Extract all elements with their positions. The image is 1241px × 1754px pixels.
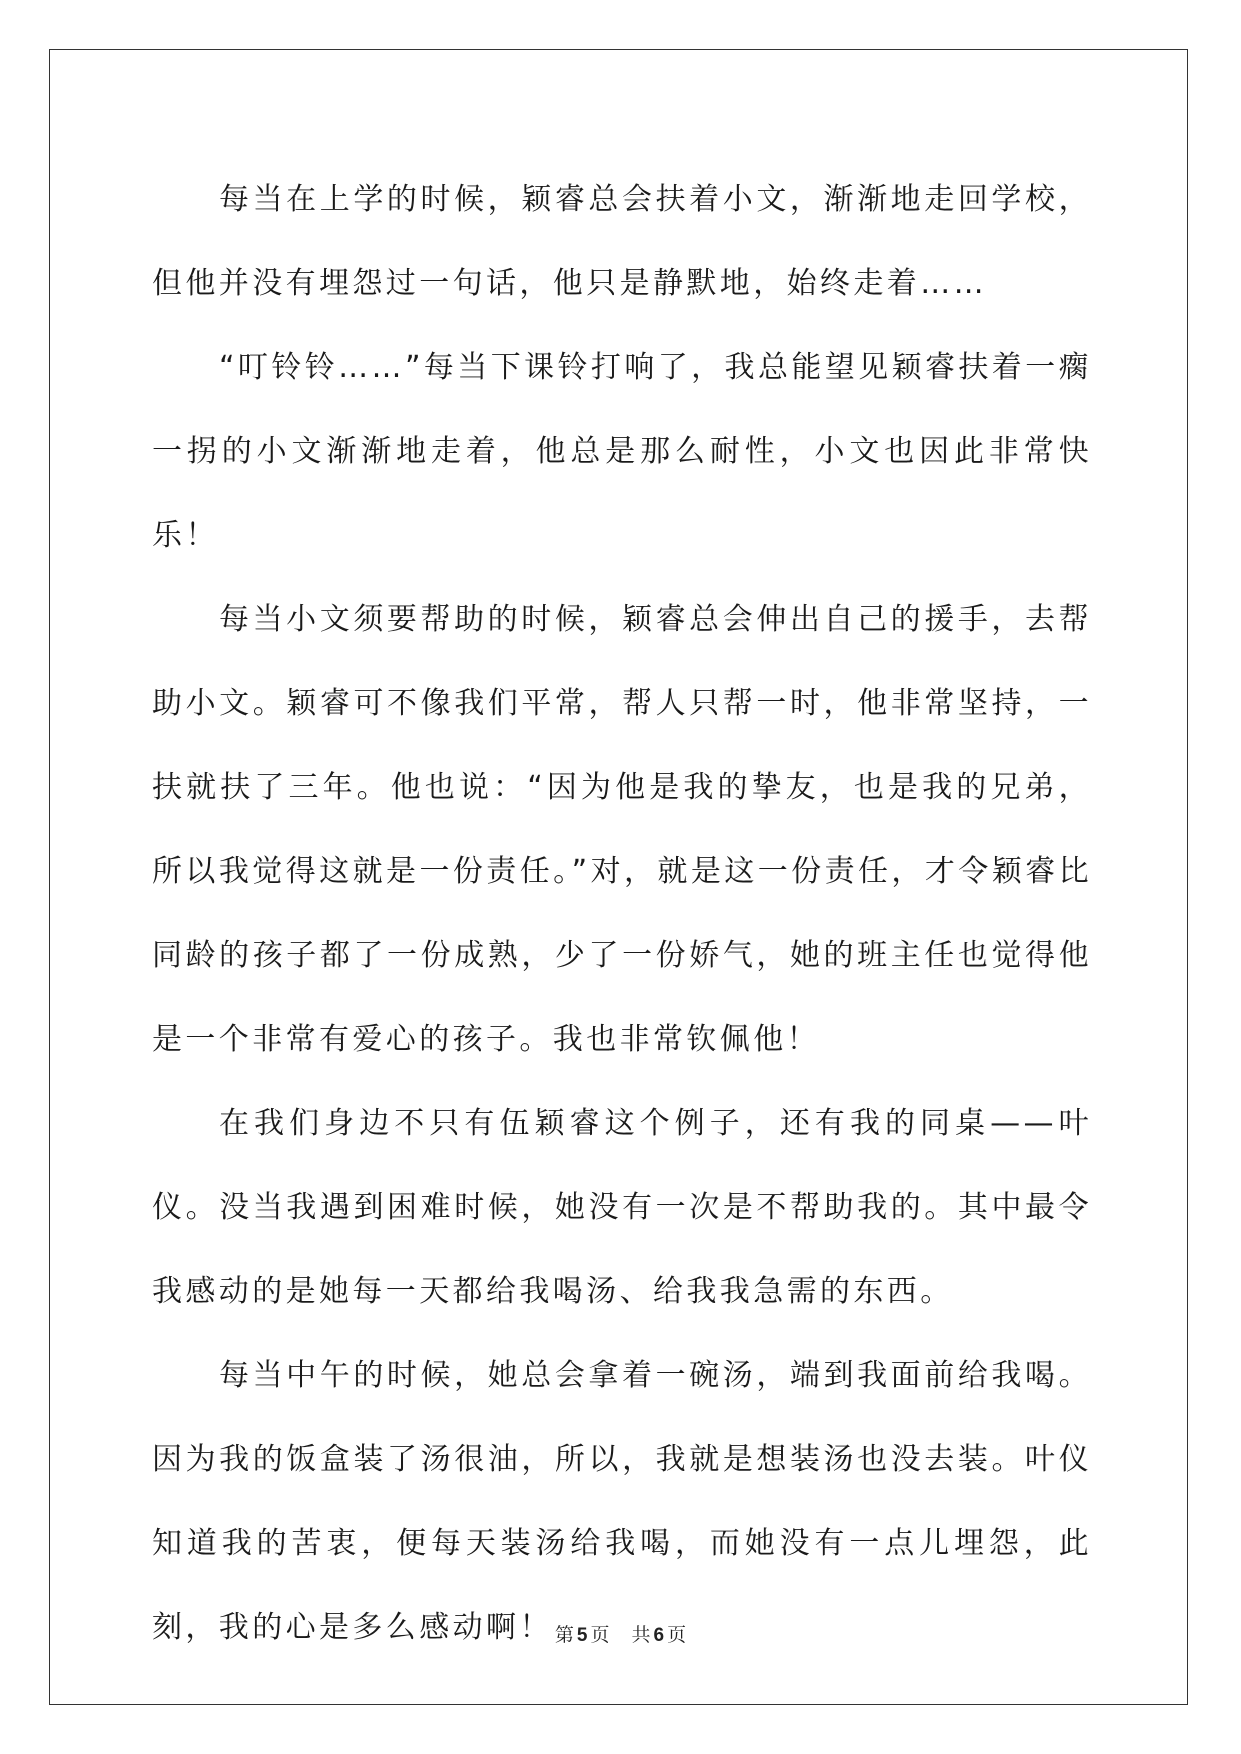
footer-total-suffix: 页 bbox=[667, 1624, 687, 1646]
paragraph-3: 每当小文须要帮助的时候，颖睿总会伸出自己的援手，去帮助小文。颖睿可不像我们平常，帮人只帮一时，他非常坚持，一扶就扶了三年。他也说：“因为他是我的挚友，也是我的兄弟，所以我觉得这就是一份责任。”对，就是这一份责任，才令颖睿比同龄的孩子都了一份成熟，少了一份娇气，她的班主任也觉得他是一个非常有爱心的孩子。我也非常钦佩他！ bbox=[152, 602, 1092, 1057]
document-body bbox=[152, 158, 1092, 1670]
paragraph-5: 每当中午的时候，她总会拿着一碗汤，端到我面前给我喝。因为我的饭盒装了汤很油，所以，我就是想装汤也没去装。叶仪知道我的苦衷，便每天装汤给我喝，而她没有一点儿埋怨，此刻，我的心是多么感动啊！ bbox=[152, 1358, 1092, 1645]
current-page-number: 5 bbox=[576, 1625, 588, 1646]
footer-page-suffix: 页 bbox=[590, 1624, 610, 1646]
page-footer bbox=[0, 1620, 1241, 1647]
footer-prefix: 第 bbox=[554, 1624, 574, 1646]
total-page-number: 6 bbox=[653, 1625, 665, 1646]
footer-total-prefix: 共 bbox=[631, 1624, 651, 1646]
paragraph-2: “叮铃铃……”每当下课铃打响了，我总能望见颖睿扶着一瘸一拐的小文渐渐地走着，他总是那么耐性，小文也因此非常快乐！ bbox=[152, 350, 1092, 553]
paragraph-1: 每当在上学的时候，颖睿总会扶着小文，渐渐地走回学校，但他并没有埋怨过一句话，他只是静默地，始终走着…… bbox=[152, 182, 1092, 301]
paragraph-4: 在我们身边不只有伍颖睿这个例子，还有我的同桌——叶仪。没当我遇到困难时候，她没有一次是不帮助我的。其中最令我感动的是她每一天都给我喝汤、给我我急需的东西。 bbox=[152, 1106, 1092, 1309]
